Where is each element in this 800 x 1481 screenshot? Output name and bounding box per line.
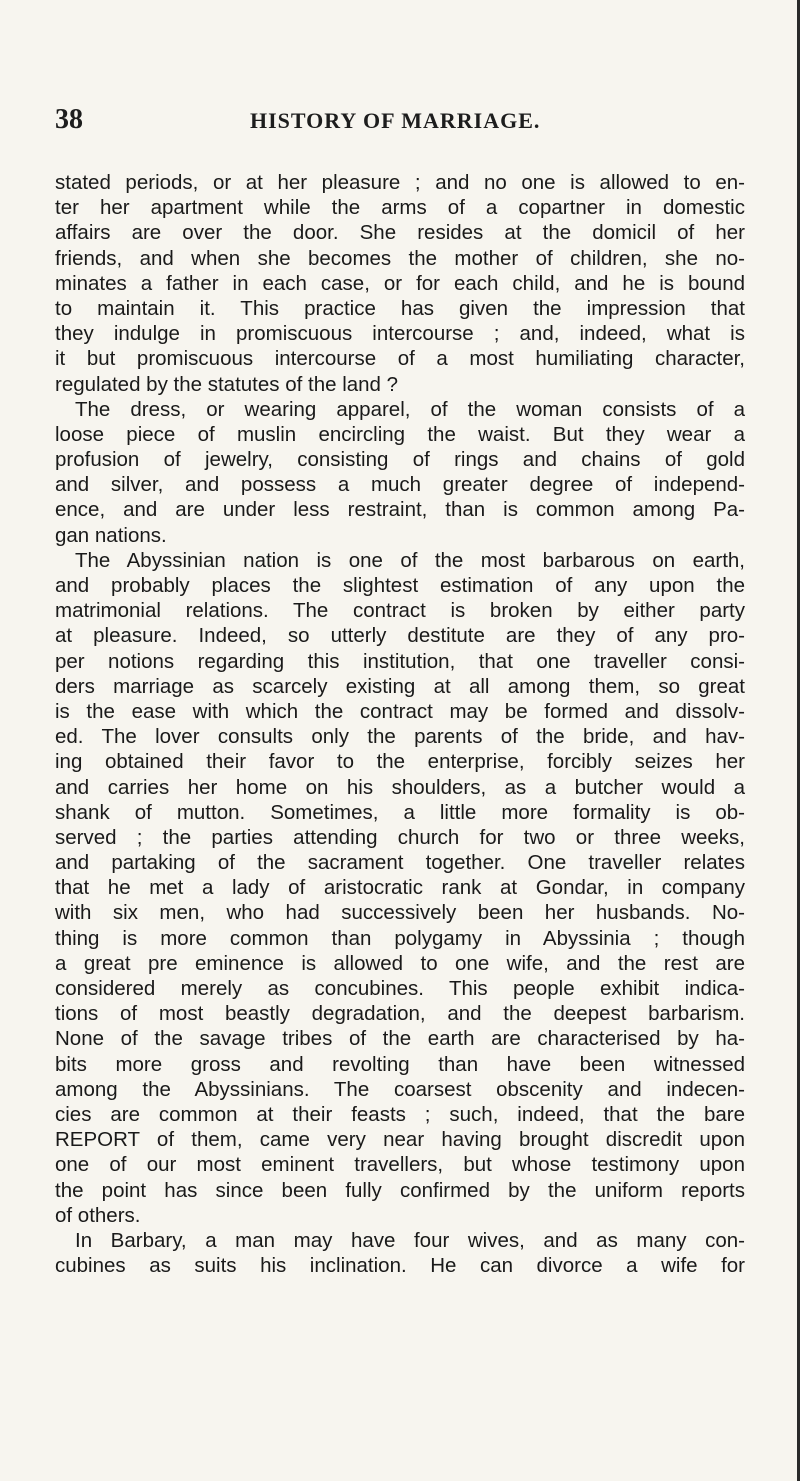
text-line: it but promiscuous intercourse of a most humiliating character, [55, 347, 745, 371]
text-line: The dress, or wearing apparel, of the woman consists of a [75, 397, 745, 421]
page-number: 38 [55, 104, 83, 135]
text-line: they indulge in promiscuous intercourse ; and, indeed, what is [55, 322, 745, 346]
text-line: thing is more common than polygamy in Abyssinia ; though [55, 926, 745, 950]
text-line: and silver, and possess a much greater degree of independ- [55, 473, 745, 497]
text-line: per notions regarding this institution, that one traveller consi- [55, 649, 745, 673]
text-line: of others. [55, 1203, 141, 1227]
text-line: cubines as suits his inclination. He can divorce a wife for [55, 1254, 745, 1278]
text-line: ence, and are under less restraint, than is common among Pa- [55, 498, 745, 522]
text-line: and partaking of the sacrament together. One traveller relates [55, 851, 745, 875]
text-line: served ; the parties attending church for two or three weeks, [55, 825, 745, 849]
text-line: one of our most eminent travellers, but whose testimony upon [55, 1153, 745, 1177]
text-line: and probably places the slightest estimation of any upon the [55, 574, 745, 597]
text-line: ders marriage as scarcely existing at all among them, so great [55, 674, 745, 698]
text-line: bits more gross and revolting than have been witnessed [55, 1052, 745, 1076]
text-line: shank of mutton. Sometimes, a little more formality is ob- [55, 800, 745, 824]
text-line: The Abyssinian nation is one of the most barbarous on earth, [75, 548, 745, 572]
text-line: tions of most beastly degradation, and the deepest barbarism. [55, 1002, 745, 1026]
text-line: a great pre eminence is allowed to one wife, and the rest are [55, 951, 745, 975]
text-line: friends, and when she becomes the mother of children, she no- [55, 246, 745, 270]
running-head: HISTORY OF MARRIAGE. [250, 108, 541, 133]
text-line: matrimonial relations. The contract is broken by either party [55, 599, 745, 623]
text-line: that he met a lady of aristocratic rank at Gondar, in company [55, 876, 745, 900]
text-line: ter her apartment while the arms of a copartner in domestic [55, 196, 745, 220]
text-line: to maintain it. This practice has given the impression that [55, 296, 745, 320]
text-line: affairs are over the door. She resides at the domicil of her [55, 221, 745, 245]
text-line: stated periods, or at her pleasure ; and no one is allowed to en- [55, 171, 745, 194]
text-line: ing obtained their favor to the enterprise, forcibly seizes her [55, 750, 745, 774]
text-line: cies are common at their feasts ; such, indeed, that the bare [55, 1102, 745, 1126]
text-line: and carries her home on his shoulders, as a butcher would a [55, 775, 745, 799]
text-line: regulated by the statutes of the land ? [55, 372, 399, 396]
text-line: In Barbary, a man may have four wives, and as many con- [75, 1228, 745, 1252]
text-line: None of the savage tribes of the earth are characterised by ha- [55, 1027, 745, 1051]
text-line: the point has since been fully confirmed by the uniform reports [55, 1178, 745, 1202]
text-line: gan nations. [55, 523, 167, 547]
text-line: ed. The lover consults only the parents of the bride, and hav- [55, 725, 745, 749]
text-line: minates a father in each case, or for each child, and he is bound [55, 271, 745, 295]
text-line: considered merely as concubines. This people exhibit indica- [55, 977, 745, 1000]
text-line: REPORT of them, came very near having brought discredit upon [55, 1128, 745, 1152]
page-header [0, 100, 800, 140]
text-line: loose piece of muslin encircling the waist. But they wear a [55, 422, 745, 446]
text-line: profusion of jewelry, consisting of rings and chains of gold [55, 448, 745, 472]
text-line: with six men, who had successively been her husbands. No- [55, 901, 745, 925]
text-line: among the Abyssinians. The coarsest obscenity and indecen- [55, 1077, 745, 1101]
body-text [55, 170, 745, 1278]
text-line: is the ease with which the contract may be formed and dissolv- [55, 699, 745, 723]
text-line: at pleasure. Indeed, so utterly destitute are they of any pro- [55, 624, 745, 648]
